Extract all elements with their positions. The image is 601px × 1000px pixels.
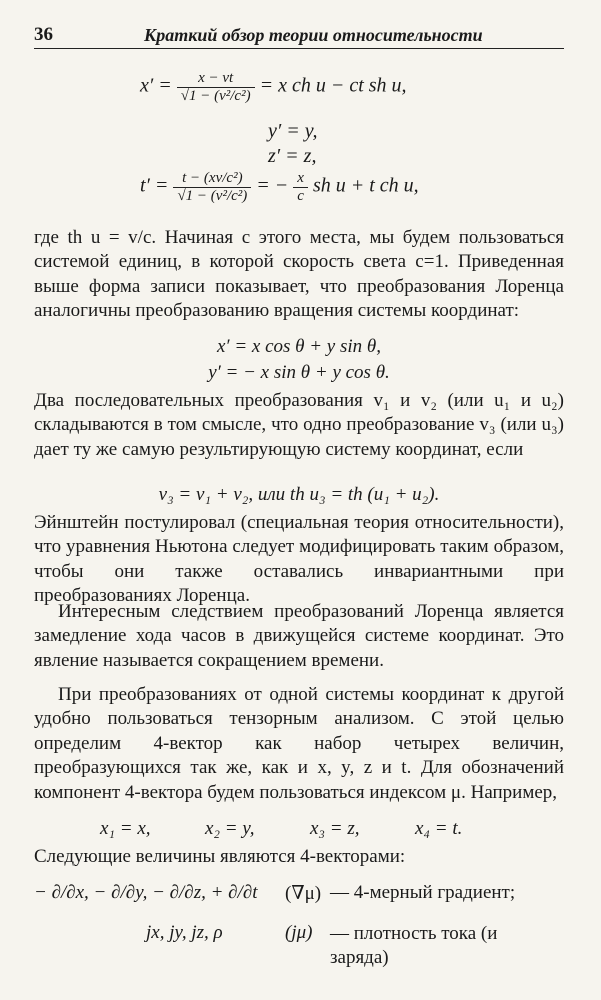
running-title: Краткий обзор теории относительности: [144, 25, 483, 45]
eq-t-numerator: t − (xv/c²): [173, 170, 251, 188]
component-x2: x₂ = y,: [205, 818, 255, 839]
component-x4: x₄ = t.: [415, 818, 463, 839]
gradient-expression: − ∂/∂x, − ∂/∂y, − ∂/∂z, + ∂/∂t: [34, 882, 258, 903]
page-header: [34, 22, 564, 49]
gradient-description: — 4-мерный градиент;: [330, 882, 516, 903]
equation-x-prime: [140, 70, 407, 104]
paragraph-einstein: [34, 511, 564, 609]
eq-x-denominator: √1 − (v²/c²): [180, 87, 251, 104]
addition-equation: v₃ = v₁ + v₂, или th u₃ = th (u₁ + u₂).: [158, 484, 440, 505]
paragraph-time-dilation: [34, 600, 564, 673]
current-expression: jx, jy, jz, ρ: [146, 922, 223, 943]
paragraph-time-dilation-text: Интересным следствием преобразований Лоренца является замедление хода часов в движущейся системе координат. Это явление называется сокращением времени.: [34, 601, 564, 671]
eq-t-rhs: sh u + t ch u,: [312, 174, 419, 197]
eq-t-c: c: [297, 187, 304, 204]
component-x1: x₁ = x,: [100, 818, 151, 839]
paragraph-units-text: где th u = v/c. Начиная с этого места, мы будем пользоваться системой единиц, в которой скорость света c=1. Приведенная выше форма записи показывает, что преобразования Лоренца аналогичны преобразованию вращения системы координат:: [34, 227, 564, 322]
eq-t-mid: = −: [256, 174, 289, 197]
equation-t-prime: [140, 170, 419, 204]
current-symbol: (jμ): [285, 922, 313, 943]
paragraph-tensor: [34, 683, 564, 805]
eq-x-rhs: = x ch u − ct sh u,: [259, 74, 407, 97]
rotation-line-1: x′ = x cos θ + y sin θ,: [216, 336, 381, 357]
paragraph-einstein-text: Эйнштейн постулировал (специальная теория относительности), что уравнения Ньютона следует модифицировать таким образом, чтобы они также оставались инвариантными при преобразованиях Лоренца.: [34, 512, 564, 607]
paragraph-successive-text: Два последовательных преобразования v₁ и v₂ (или u₁ и u₂) складываются в том смысле, что одно преобразование v₃ (или u₃) дает ту же самую результирующую систему координат, если: [34, 390, 564, 460]
eq-t-x-over-c: [293, 170, 308, 204]
component-x3: x₃ = z,: [310, 818, 360, 839]
current-description: — плотность тока (и заряда): [330, 923, 498, 968]
eq-x-lhs: x′ =: [140, 74, 172, 97]
equation-y-prime: y′ = y,: [268, 120, 318, 142]
page-number: 36: [34, 24, 53, 45]
eq-t-x: x: [293, 170, 308, 188]
eq-x-fraction: [177, 70, 255, 104]
paragraph-tensor-text: При преобразованиях от одной системы координат к другой удобно пользоваться тензорным анализом. С этой целью определим 4-вектор как набор четырех величин, преобразующихся так же, как и x, y, z и t. Для обозначений компонент 4-вектора будем пользоваться индексом μ. Например,: [34, 684, 564, 803]
gradient-symbol: (∇μ): [285, 883, 322, 904]
paragraph-successive: [34, 389, 564, 462]
rotation-line-2: y′ = − x sin θ + y cos θ.: [208, 362, 390, 383]
eq-t-lhs: t′ =: [140, 174, 169, 197]
paragraph-4vectors-text: Следующие величины являются 4-векторами:: [34, 846, 406, 867]
eq-t-fraction: [173, 170, 251, 204]
paragraph-units: [34, 226, 564, 324]
paragraph-4vectors: [34, 845, 564, 869]
eq-t-denominator: √1 − (v²/c²): [177, 187, 248, 204]
equation-z-prime: z′ = z,: [268, 145, 317, 167]
eq-x-numerator: x − vt: [177, 70, 255, 88]
